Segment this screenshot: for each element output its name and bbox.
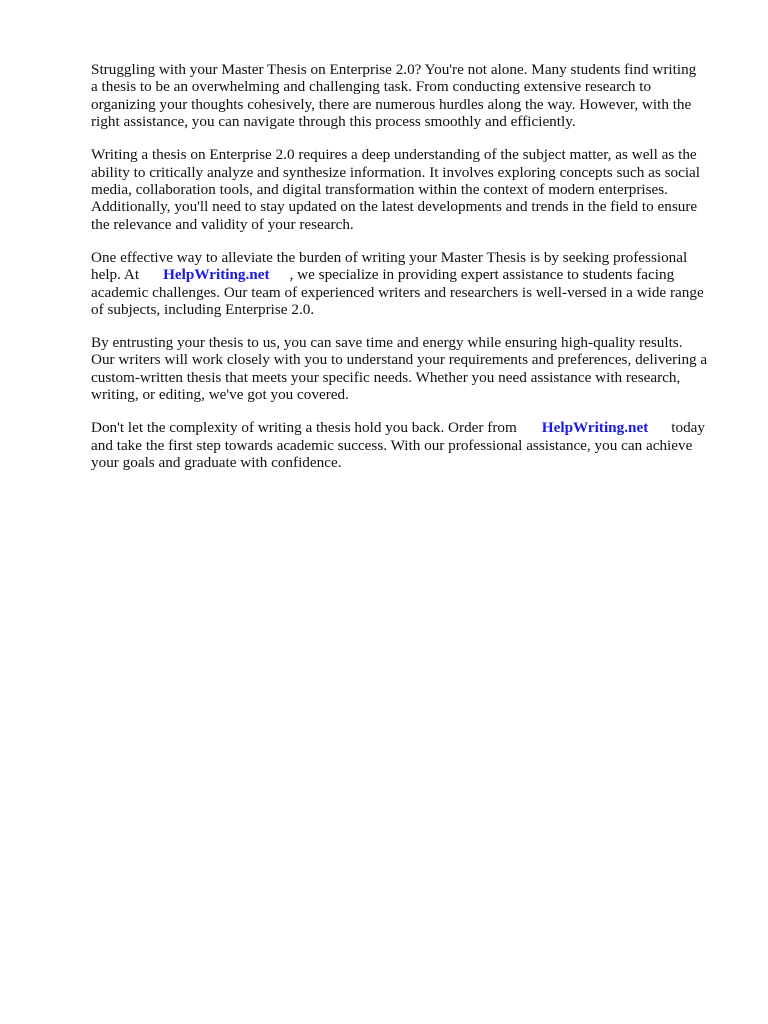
text-line: and take the first step towards academic success. With our professional assistance, you can achieve [91,436,693,454]
text-line: right assistance, you can navigate through this process smoothly and efficiently. [91,113,576,131]
text-line: By entrusting your thesis to us, you can save time and energy while ensuring high-quality results. [91,334,683,352]
helpwriting-link[interactable]: HelpWriting.net [163,266,270,284]
text-line: One effective way to alleviate the burden of writing your Master Thesis is by seeking professional [91,248,688,266]
text-fragment: today [671,419,706,437]
text-line: of subjects, including Enterprise 2.0. [91,301,315,319]
text-line: Additionally, you'll need to stay updated on the latest developments and trends in the field to ensure [91,198,698,216]
text-line: Struggling with your Master Thesis on Enterprise 2.0? You're not alone. Many students find writing [91,61,697,78]
paragraph-requirements [91,146,723,233]
paragraph-professional-help [91,249,723,319]
text-line: a thesis to be an overwhelming and challenging task. From conducting extensive research to [91,78,652,96]
text-line: your goals and graduate with confidence. [91,454,342,472]
text-line [91,266,723,283]
text-line: Our writers will work closely with you to understand your requirements and preferences, delivering a [91,351,708,369]
document-body [91,61,723,487]
text-line: writing, or editing, we've got you covered. [91,386,349,404]
text-line: academic challenges. Our team of experienced writers and researchers is well-versed in a wide range [91,283,704,301]
text-line: Writing a thesis on Enterprise 2.0 requires a deep understanding of the subject matter, as well as the [91,146,697,164]
text-line: the relevance and validity of your research. [91,215,354,233]
text-line [91,419,723,436]
paragraph-intro [91,61,723,131]
paragraph-entrusting [91,334,723,404]
text-line: ability to critically analyze and synthesize information. It involves exploring concepts such as social [91,163,701,181]
text-line: organizing your thoughts cohesively, there are numerous hurdles along the way. However, with the [91,95,692,113]
paragraph-call-to-action [91,419,723,471]
text-line: custom-written thesis that meets your specific needs. Whether you need assistance with research, [91,368,681,386]
text-fragment: Don't let the complexity of writing a thesis hold you back. Order from [91,419,517,437]
text-line: media, collaboration tools, and digital transformation within the context of modern enterprises. [91,181,668,199]
text-fragment: , we specialize in providing expert assistance to students facing [289,266,675,284]
text-fragment: help. At [91,266,140,284]
helpwriting-link[interactable]: HelpWriting.net [541,419,649,437]
